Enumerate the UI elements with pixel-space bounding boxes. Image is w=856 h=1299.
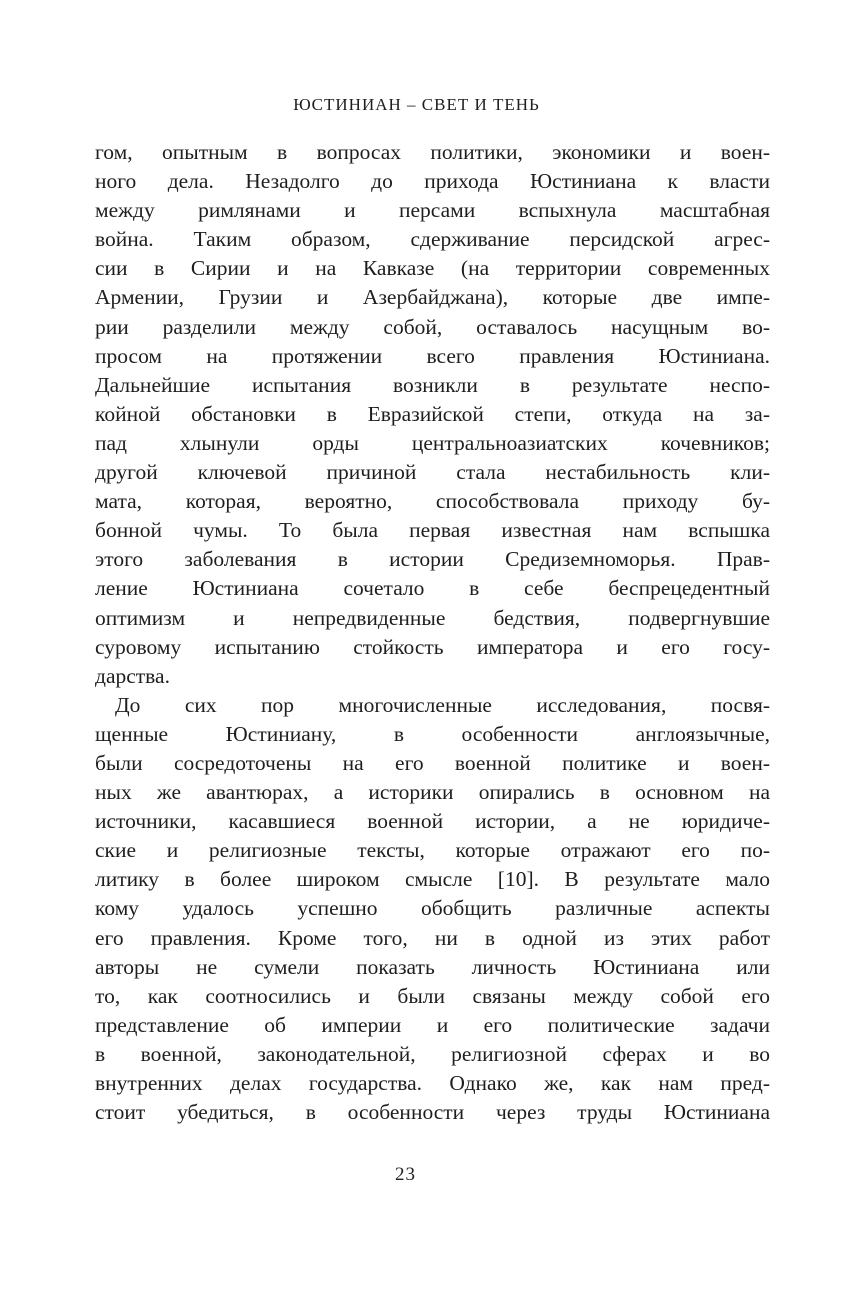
text-line: пад хлынули орды центральноазиатских кочевников; <box>95 430 770 455</box>
text-line: другой ключевой причиной стала нестабильность кли- <box>95 460 770 485</box>
text-line: ных же авантюрах, а историки опирались в основном на <box>95 780 770 805</box>
text-line: ление Юстиниана сочетало в себе беспрецедентный <box>95 576 770 601</box>
text-line: Дальнейшие испытания возникли в результате неспо- <box>95 372 770 397</box>
running-header: ЮСТИНИАН – СВЕТ И ТЕНЬ <box>293 95 540 114</box>
text-line: были сосредоточены на его военной политике и воен- <box>95 750 770 775</box>
text-line: внутренних делах государства. Однако же, как нам пред- <box>95 1071 770 1095</box>
page-number: 23 <box>395 1164 416 1185</box>
text-line: ного дела. Незадолго до прихода Юстиниана к власти <box>95 169 770 194</box>
body-text <box>95 138 770 1127</box>
text-line: то, как соотносились и были связаны между собой его <box>95 983 770 1008</box>
text-line: источники, касавшиеся военной истории, а не юридиче- <box>95 809 770 834</box>
text-line: сии в Сирии и на Кавказе (на территории современных <box>95 256 770 281</box>
text-line: представление об империи и его политические задачи <box>95 1012 770 1037</box>
text-line: щенные Юстиниану, в особенности англоязычные, <box>95 721 770 746</box>
text-line: авторы не сумели показать личность Юстиниана или <box>95 954 770 979</box>
text-line: литику в более широком смысле [10]. В результате мало <box>95 867 770 892</box>
text-line: До сих пор многочисленные исследования, посвя- <box>115 692 770 717</box>
text-line: кому удалось успешно обобщить различные аспекты <box>95 896 770 921</box>
text-line: война. Таким образом, сдерживание персидской агрес- <box>95 227 770 252</box>
text-line: суровому испытанию стойкость императора и его госу- <box>95 634 770 659</box>
text-line: в военной, законодательной, религиозной сферах и во <box>95 1041 770 1066</box>
text-line: Армении, Грузии и Азербайджана), которые две импе- <box>95 285 770 310</box>
text-line: просом на протяжении всего правления Юстиниана. <box>95 343 770 368</box>
text-line: койной обстановки в Евразийской степи, откуда на за- <box>95 401 770 426</box>
text-line: бонной чумы. То была первая известная нам вспышка <box>95 518 770 543</box>
text-line: стоит убедиться, в особенности через труды Юстиниана <box>95 1100 770 1125</box>
text-line: мата, которая, вероятно, способствовала приходу бу- <box>95 489 770 514</box>
text-line: между римлянами и персами вспыхнула масштабная <box>95 198 770 223</box>
text-line: рии разделили между собой, оставалось насущным во- <box>95 314 770 339</box>
text-line: дарства. <box>95 663 170 688</box>
text-line: этого заболевания в истории Средиземноморья. Прав- <box>95 547 770 572</box>
text-line: гом, опытным в вопросах политики, экономики и воен- <box>95 140 770 164</box>
text-line: ские и религиозные тексты, которые отражают его по- <box>95 838 770 863</box>
text-line: его правления. Кроме того, ни в одной из этих работ <box>95 925 770 950</box>
text-line: оптимизм и непредвиденные бедствия, подвергнувшие <box>95 605 770 630</box>
